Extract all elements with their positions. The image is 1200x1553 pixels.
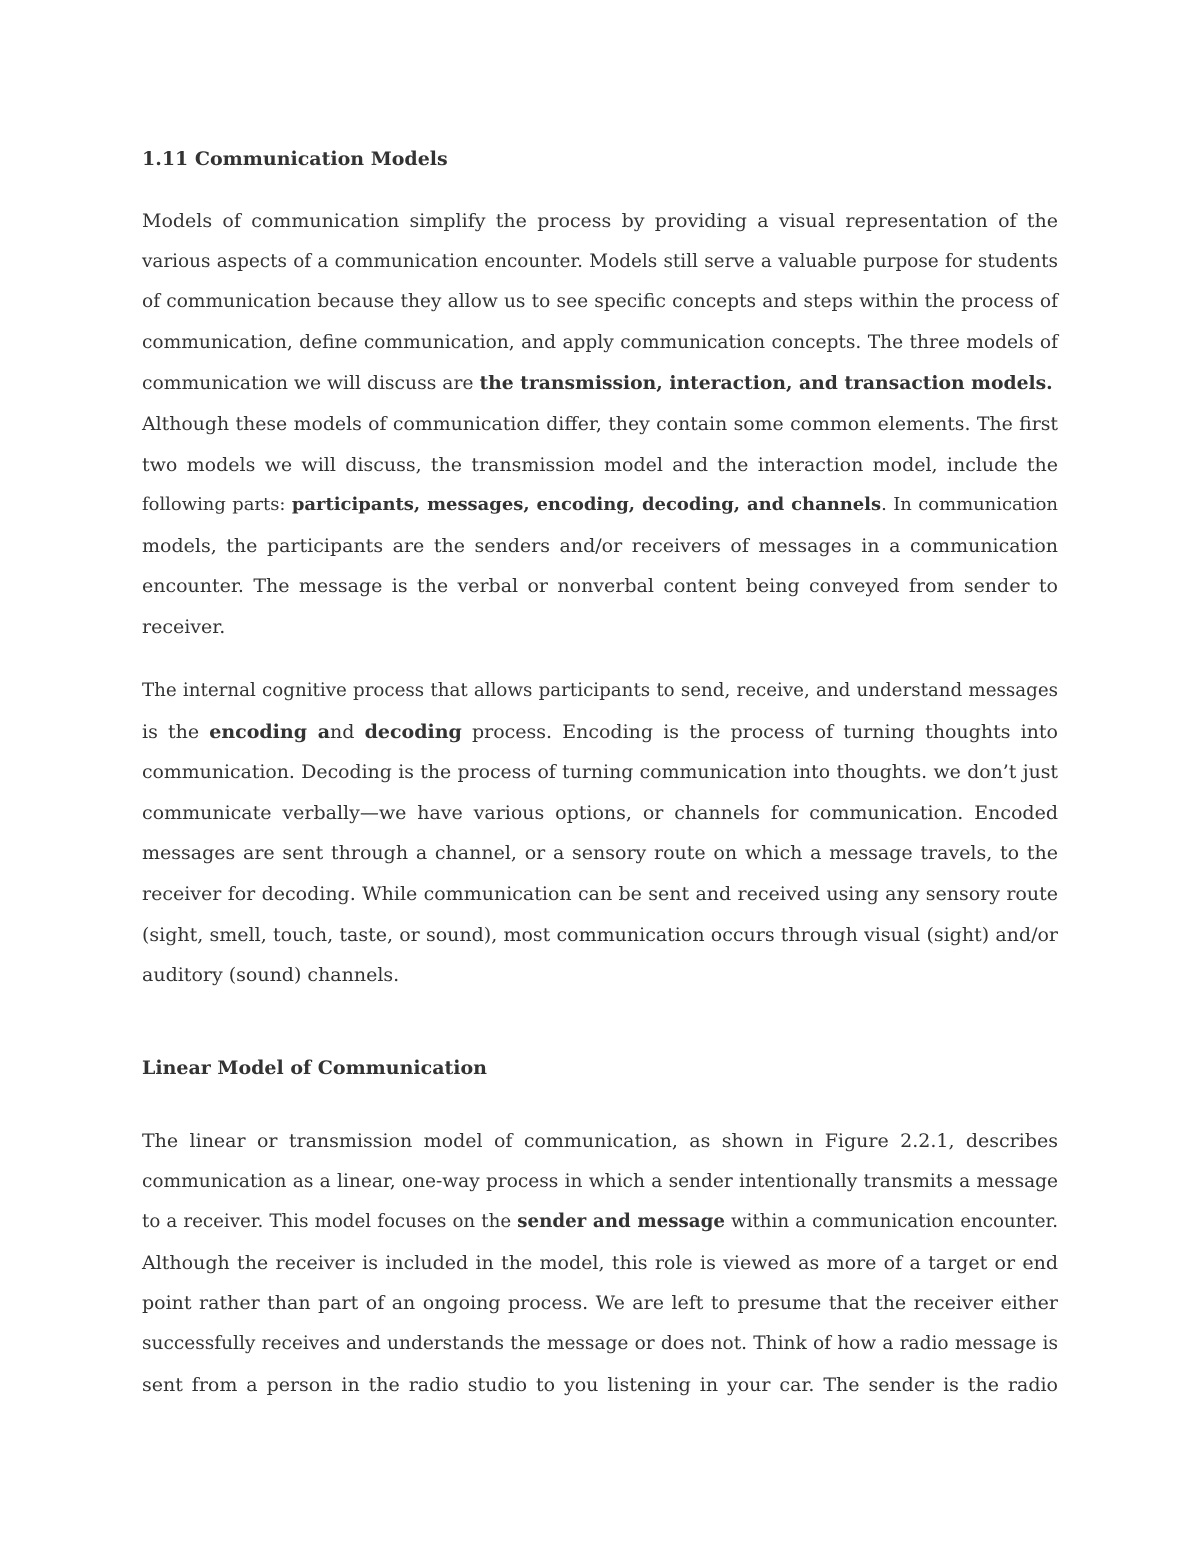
text-line: Although the receiver is included in the model, this role is viewed as more of a target or end: [142, 1251, 1058, 1274]
paragraph-linear-model: [142, 1121, 1058, 1405]
text-line: models, the participants are the senders and/or receivers of messages in a communication: [142, 534, 1058, 557]
text-line: [142, 485, 1058, 526]
bold-term-sender-message: sender and message: [517, 1211, 725, 1233]
text-line: communication as a linear, one-way process in which a sender intentionally transmits a message: [142, 1170, 1058, 1192]
text-line: communication, define communication, and apply communication concepts. The three models of: [142, 331, 1058, 353]
text-line: auditory (sound) channels.: [142, 964, 400, 987]
text-run: is the: [142, 720, 210, 743]
text-line: [142, 712, 1058, 753]
paragraph-encoding-decoding: [142, 671, 1058, 996]
text-line: communicate verbally—we have various options, or channels for communication. Encoded: [142, 801, 1058, 824]
text-run: to a receiver. This model focuses on the: [142, 1211, 518, 1233]
text-line: point rather than part of an ongoing process. We are left to presume that the receiver either: [142, 1292, 1058, 1315]
bold-term-models: the transmission, interaction, and transaction models.: [479, 372, 1053, 395]
text-line: communication. Decoding is the process of turning communication into thoughts. we don’t just: [142, 761, 1058, 784]
text-line: various aspects of a communication encounter. Models still serve a valuable purpose for students: [142, 250, 1058, 272]
text-line: (sight, smell, touch, taste, or sound), most communication occurs through visual (sight) and/or: [142, 923, 1058, 946]
text-line: successfully receives and understands the message or does not. Think of how a radio message is: [142, 1332, 1058, 1354]
text-run: . In communication: [881, 494, 1058, 516]
text-line: Models of communication simplify the process by providing a visual representation of the: [142, 210, 1058, 232]
text-line: [142, 1202, 1058, 1243]
bold-term-encoding: encoding a: [209, 720, 331, 743]
text-line: Although these models of communication differ, they contain some common elements. The first: [142, 412, 1058, 435]
text-line: receiver for decoding. While communication can be sent and received using any sensory route: [142, 882, 1058, 905]
section-title-communication-models: 1.11 Communication Models: [142, 148, 448, 170]
text-line: encounter. The message is the verbal or nonverbal content being conveyed from sender to: [142, 575, 1058, 598]
paragraph-models-intro: [142, 201, 1058, 648]
text-line: receiver.: [142, 615, 226, 638]
text-line: The linear or transmission model of communication, as shown in Figure 2.2.1, describes: [142, 1130, 1058, 1152]
text-run: process. Encoding is the process of turning thoughts into: [461, 720, 1058, 743]
text-run: within a communication encounter.: [724, 1211, 1058, 1233]
text-line: messages are sent through a channel, or a sensory route on which a message travels, to the: [142, 842, 1058, 865]
text-run: nd: [330, 720, 365, 743]
text-line: [142, 363, 1058, 404]
text-line: two models we will discuss, the transmission model and the interaction model, include the: [142, 453, 1058, 476]
text-line: sent from a person in the radio studio to you listening in your car. The sender is the radio: [142, 1373, 1058, 1396]
text-run: following parts:: [142, 494, 292, 516]
text-line: of communication because they allow us to see specific concepts and steps within the process of: [142, 291, 1058, 313]
text-run: communication we will discuss are: [142, 373, 480, 395]
text-line: The internal cognitive process that allows participants to send, receive, and understand messages: [142, 680, 1058, 701]
section-title-linear-model: Linear Model of Communication: [142, 1057, 487, 1079]
bold-term-parts: participants, messages, encoding, decoding, and channels: [291, 494, 882, 516]
bold-term-decoding: decoding: [364, 720, 462, 743]
